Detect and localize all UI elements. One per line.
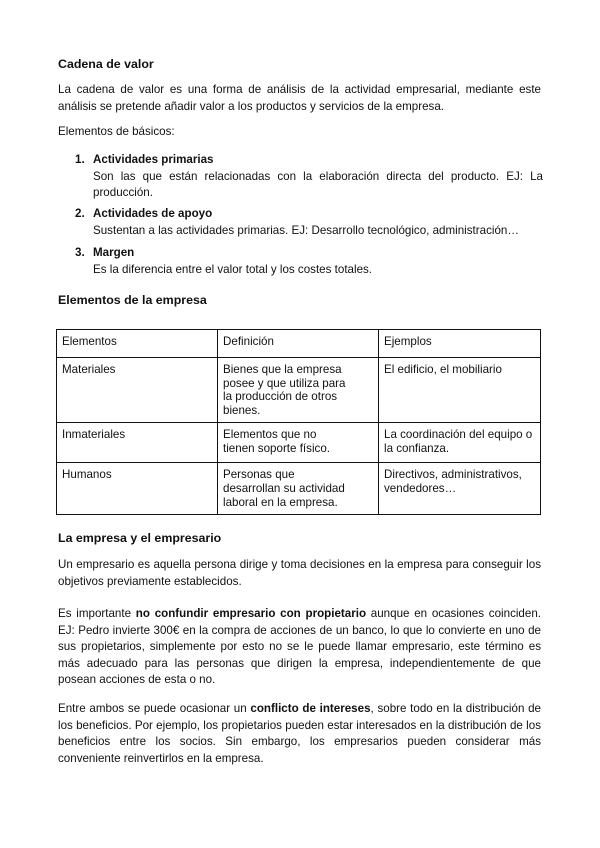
paragraph-owner-vs-entrepreneur (58, 606, 541, 689)
bold-text: no confundir empresario con propietario (135, 607, 367, 620)
table-header-cell: Ejemplos (379, 330, 541, 358)
list-item-body: Son las que están relacionadas con la elaboración directa del producto. EJ: La producción. (93, 169, 543, 199)
bold-text: conflicto de intereses (250, 702, 371, 715)
table-row (57, 423, 541, 463)
list-item-title: Margen (93, 246, 135, 259)
table-cell (218, 358, 379, 423)
table-cell: Inmateriales (57, 423, 218, 463)
paragraph-definition: Un empresario es aquella persona dirige y toma decisiones en la empresa para conseguir los objetivos previamente establecidos. (58, 558, 541, 588)
list-number: 2. (75, 207, 85, 220)
text-run: , sobre todo en la distribución de los beneficios. Por ejemplo, los propietarios pueden estar interesados en la distribución de los beneficios entre los socios. Sin embargo, los empresarios pueden considerar más conveniente reinvertirlos en la empresa. (58, 702, 541, 765)
paragraph-conflict (58, 701, 541, 767)
table-header-cell: Elementos (57, 330, 218, 358)
table-row (57, 358, 541, 423)
table-header-cell: Definición (218, 330, 379, 358)
table-cell-text: Bienes que la empresa posee y que utiliza para la producción de otros bienes. (223, 363, 346, 417)
table-cell-text: Personas que desarrollan su actividad laboral en la empresa. (223, 468, 345, 509)
section-title-elementos-empresa: Elementos de la empresa (58, 293, 207, 307)
elements-table (56, 329, 541, 515)
list-number: 3. (75, 246, 85, 259)
intro-paragraph: La cadena de valor es una forma de análisis de la actividad empresarial, mediante este análisis se pretende añadir valor a los productos y servicios de la empresa. (58, 83, 541, 113)
table-cell: Materiales (57, 358, 218, 423)
table-header-row (57, 330, 541, 358)
elements-label: Elementos de básicos: (58, 125, 175, 138)
table-cell: Directivos, administrativos, vendedores… (379, 463, 541, 515)
table-cell: La coordinación del equipo o la confianza. (379, 423, 541, 463)
list-number: 1. (75, 153, 85, 166)
list-item-title: Actividades primarias (93, 153, 214, 166)
table-cell (218, 423, 379, 463)
text-run: Es importante (58, 607, 136, 620)
table-cell: El edificio, el mobiliario (379, 358, 541, 423)
table-row (57, 463, 541, 515)
section-title-empresa-empresario: La empresa y el empresario (58, 531, 222, 545)
list-item-body: Es la diferencia entre el valor total y los costes totales. (93, 262, 373, 276)
table-cell: Humanos (57, 463, 218, 515)
list-item-title: Actividades de apoyo (93, 207, 213, 220)
text-run: Entre ambos se puede ocasionar un (58, 702, 251, 715)
section-title-cadena-de-valor: Cadena de valor (58, 57, 154, 71)
list-item-body: Sustentan a las actividades primarias. EJ: Desarrollo tecnológico, administración… (93, 223, 519, 237)
text-run: aunque en ocasiones coinciden. EJ: Pedro invierte 300€ en la compra de acciones de un banco, lo que lo convierte en uno de sus propietarios, simplemente por esto no se le puede llamar empresario, este término es más adecuado para las personas que dirigen la empresa, independientemente de que posean acciones de esta o no. (58, 607, 542, 686)
table-cell (218, 463, 379, 515)
table-cell-text: Elementos que no tienen soporte físico. (223, 428, 330, 455)
